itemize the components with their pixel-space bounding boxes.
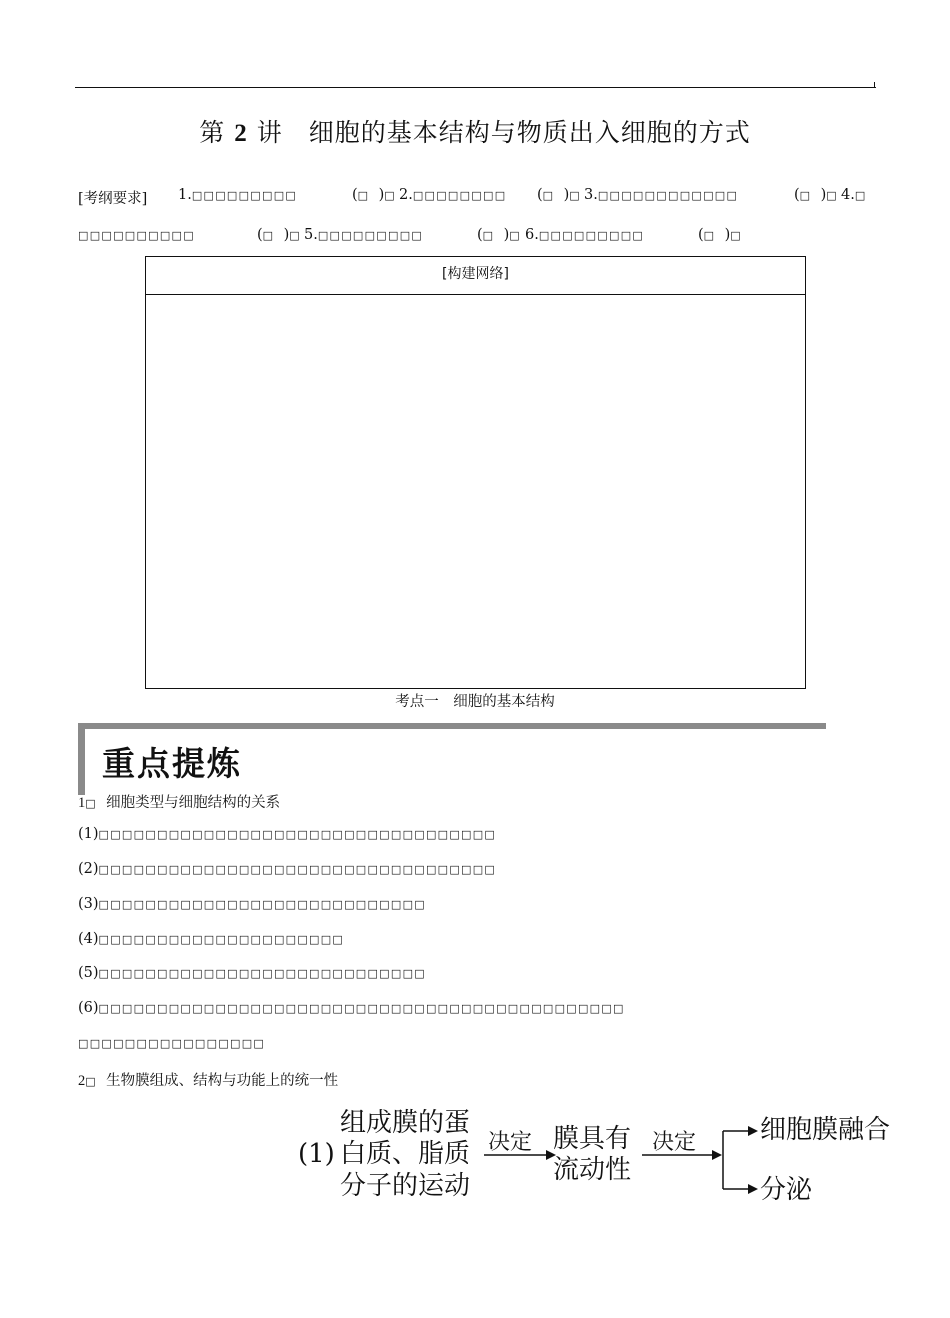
requirement-item-5: 5.□□□□□□□□□ — [304, 227, 424, 243]
header-rule-tick — [874, 82, 875, 88]
point-1-heading: 1□ 细胞类型与细胞结构的关系 — [78, 795, 281, 811]
network-box-label: [构建网络] — [442, 266, 509, 282]
requirement-level-1: (□ )□ — [352, 187, 396, 203]
diagram-box-1-line-2: 白质、脂质 — [340, 1139, 471, 1169]
requirement-level-4: (□ )□ — [257, 227, 301, 243]
list-item: (6)□□□□□□□□□□□□□□□□□□□□□□□□□□□□□□□□□□□□□□□□□□□□□ — [78, 1000, 625, 1016]
list-item: (1)□□□□□□□□□□□□□□□□□□□□□□□□□□□□□□□□□□ — [78, 826, 497, 842]
diagram-label: (1) — [298, 1139, 335, 1169]
arrow-2 — [642, 1149, 722, 1161]
list-item: (4)□□□□□□□□□□□□□□□□□□□□□ — [78, 931, 345, 947]
requirement-level-3: (□ )□ — [794, 187, 838, 203]
header-rule — [75, 87, 876, 88]
banner-top-bar — [78, 723, 826, 729]
requirement-item-4-cont: □□□□□□□□□□ — [78, 229, 195, 242]
diagram-box-1-line-1: 组成膜的蛋 — [340, 1108, 471, 1138]
requirement-item-6: 6.□□□□□□□□□ — [525, 227, 645, 243]
network-box-header — [146, 257, 805, 295]
arrow-1-label: 决定 — [488, 1130, 533, 1155]
branch-arrows — [722, 1123, 758, 1195]
requirement-item-3: 3.□□□□□□□□□□□□ — [584, 187, 739, 203]
page-title: 第 2 讲 细胞的基本结构与物质出入细胞的方式 — [199, 118, 751, 147]
section-title: 考点一 细胞的基本结构 — [395, 694, 555, 710]
diagram-box-2-line-2: 流动性 — [553, 1155, 632, 1185]
arrow-2-label: 决定 — [652, 1130, 697, 1155]
diagram-output-1: 细胞膜融合 — [760, 1115, 891, 1145]
banner-left-bar — [78, 723, 85, 795]
arrow-1 — [484, 1149, 556, 1161]
requirement-item-4-start: 4.□ — [841, 187, 867, 203]
requirement-item-1: 1.□□□□□□□□□ — [178, 187, 298, 203]
requirements-label: [考纲要求] — [78, 191, 148, 207]
list-item-continuation: □□□□□□□□□□□□□□□□ — [78, 1037, 266, 1050]
requirement-item-2: 2.□□□□□□□□ — [399, 187, 507, 203]
requirement-level-5: (□ )□ — [477, 227, 521, 243]
network-box — [145, 256, 806, 689]
requirement-level-2: (□ )□ — [537, 187, 581, 203]
membrane-flow-diagram — [290, 1105, 910, 1215]
diagram-box-2-line-1: 膜具有 — [553, 1124, 632, 1154]
diagram-output-2: 分泌 — [760, 1175, 813, 1205]
requirement-level-6: (□ )□ — [698, 227, 742, 243]
list-item: (3)□□□□□□□□□□□□□□□□□□□□□□□□□□□□ — [78, 896, 426, 912]
diagram-box-1-line-3: 分子的运动 — [340, 1171, 471, 1201]
list-item: (5)□□□□□□□□□□□□□□□□□□□□□□□□□□□□ — [78, 965, 426, 981]
list-item: (2)□□□□□□□□□□□□□□□□□□□□□□□□□□□□□□□□□□ — [78, 861, 497, 877]
key-points-banner: 重点提炼 — [102, 744, 242, 783]
point-2-heading: 2□ 生物膜组成、结构与功能上的统一性 — [78, 1073, 339, 1089]
